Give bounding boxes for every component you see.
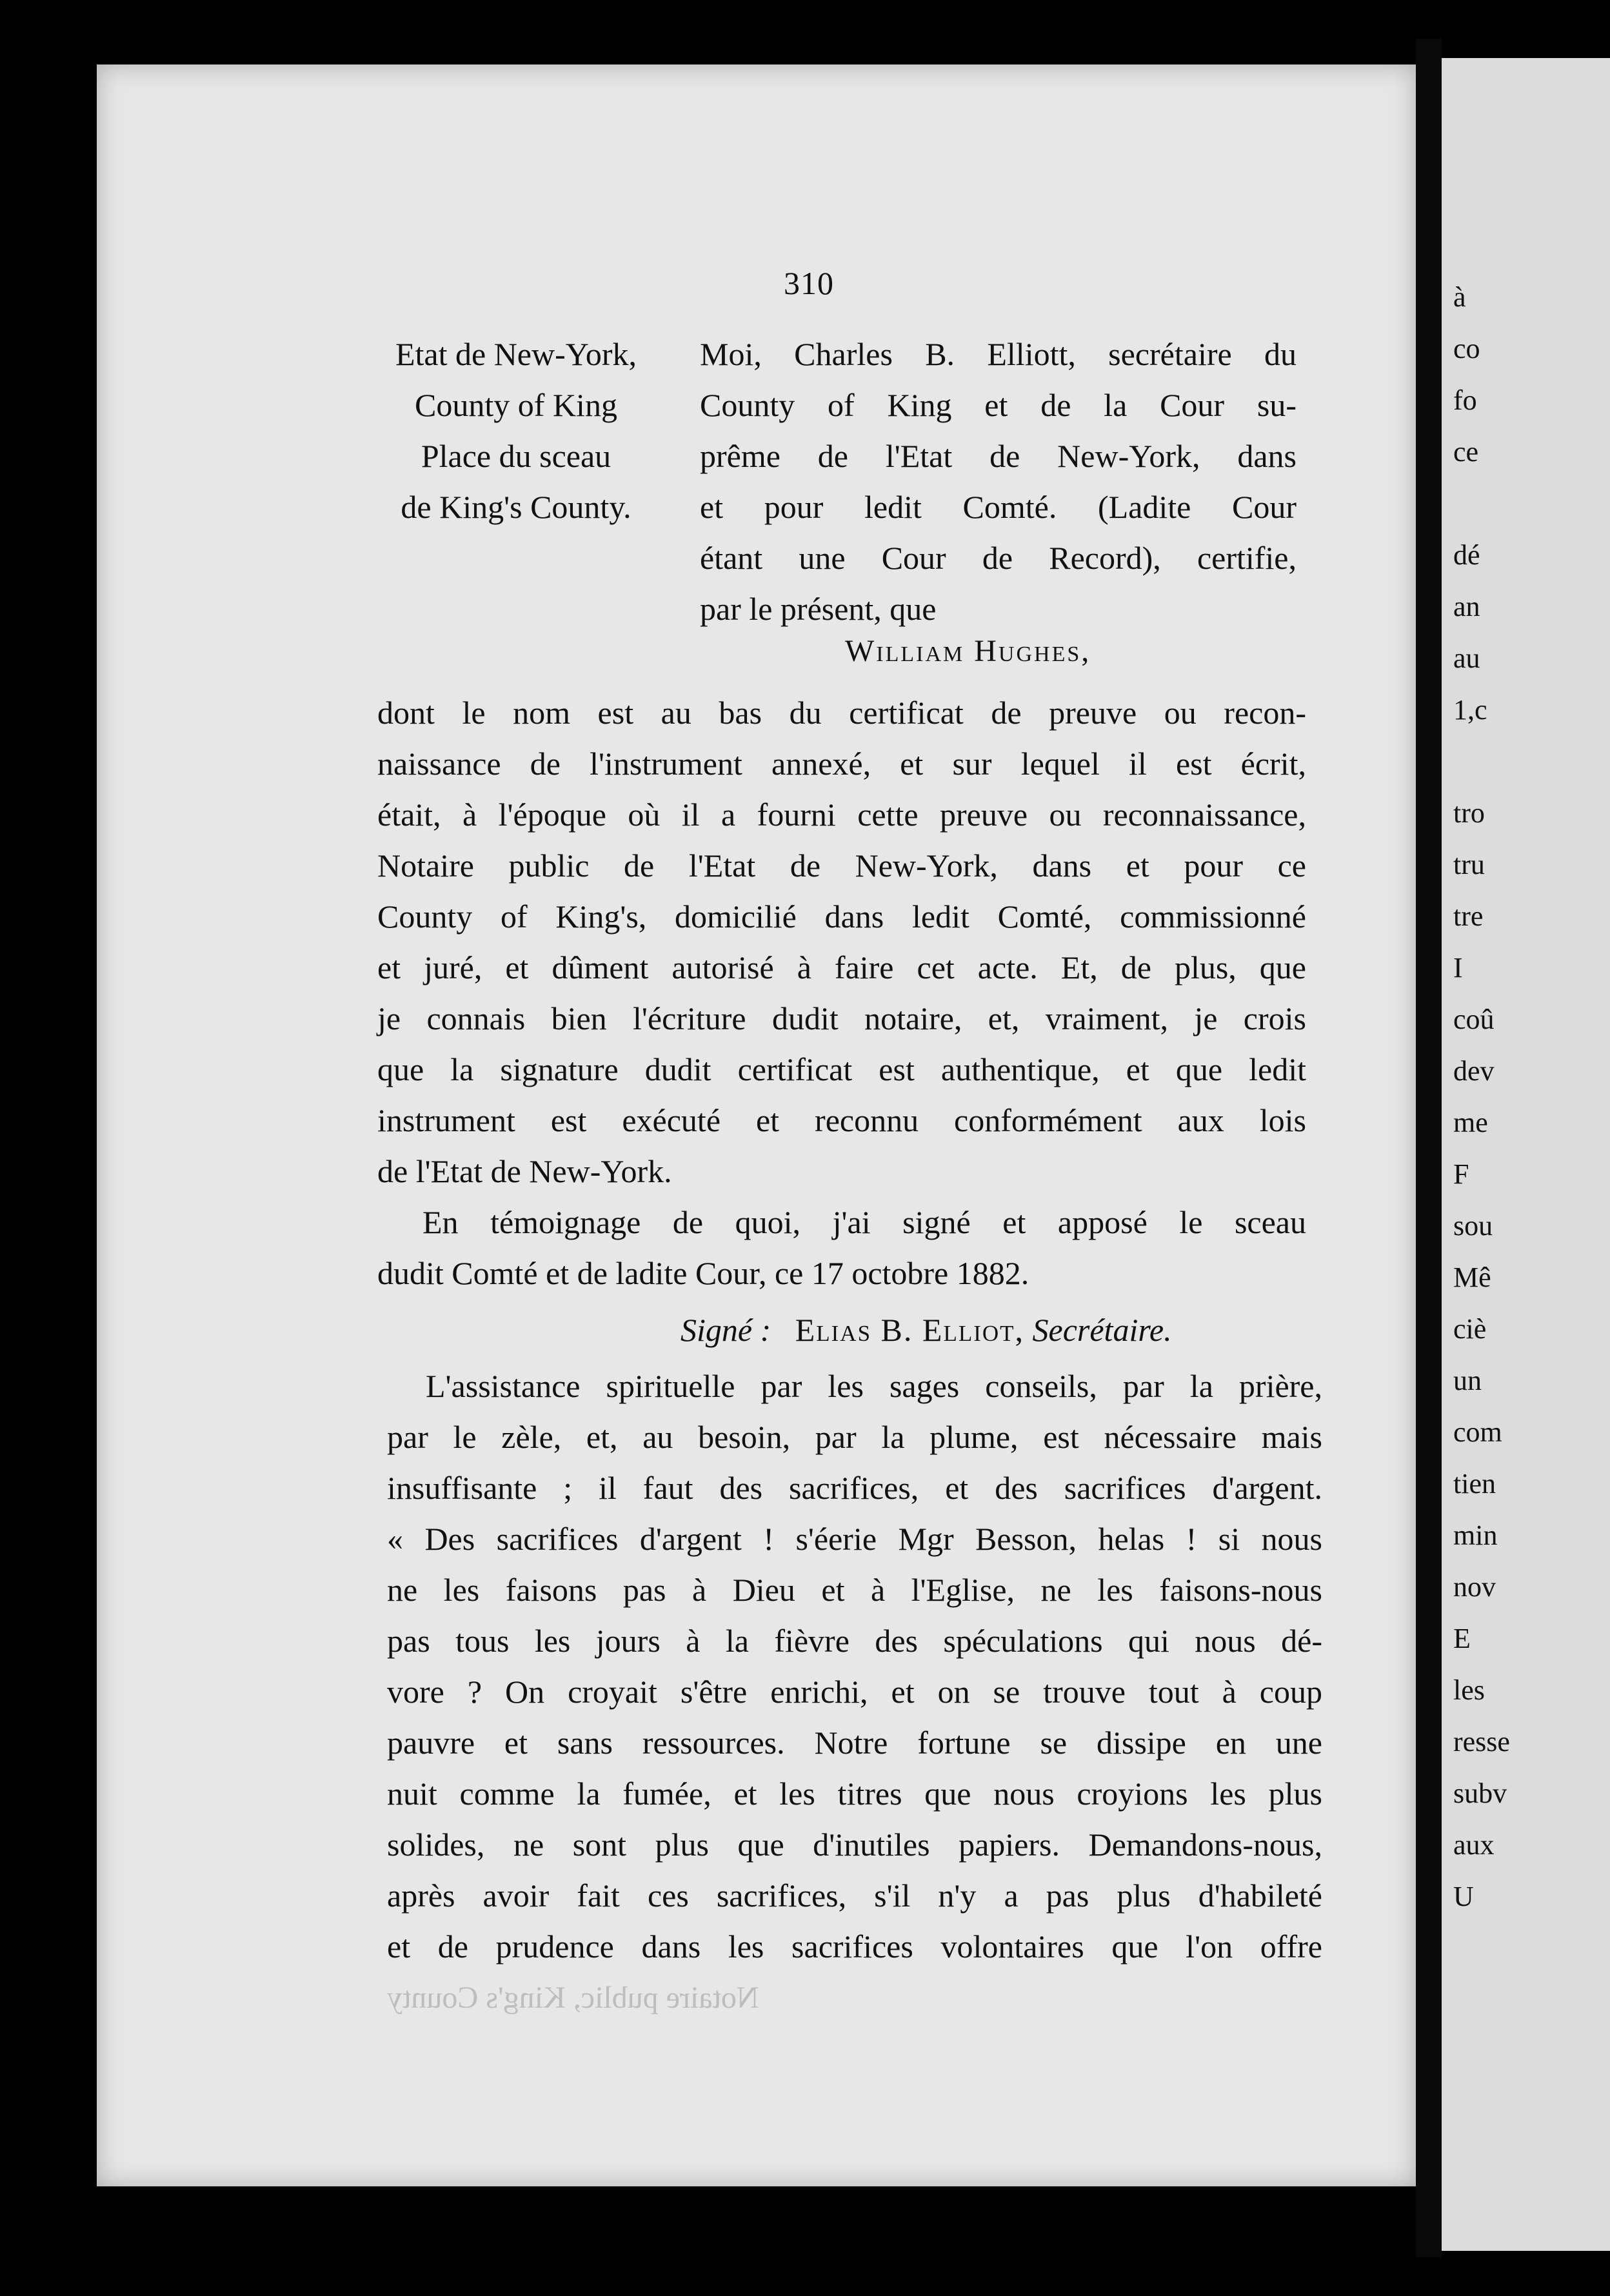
certificate-body (377, 688, 1306, 1299)
essay-paragraph (387, 1361, 1322, 1972)
bleed-through-text: Notaire public, King's County (387, 1981, 759, 2015)
facing-fragment: resse (1453, 1726, 1510, 1757)
facing-fragment: tre (1453, 900, 1484, 932)
facing-fragment: dev (1453, 1055, 1495, 1087)
facing-fragment: sou (1453, 1210, 1493, 1242)
facing-fragment: à (1453, 281, 1466, 313)
facing-fragment: subv (1453, 1777, 1507, 1809)
text-line: nuit comme la fumée, et les titres que nous croyions les plus (387, 1776, 1322, 1812)
facing-page (1442, 58, 1610, 2251)
text-line: « Des sacrifices d'argent ! s'éerie Mgr Besson, helas ! si nous (387, 1521, 1322, 1557)
signatory-name: Elias B. Elliot, (795, 1312, 1025, 1348)
facing-fragment: tro (1453, 797, 1485, 829)
signed-label: Signé : (681, 1312, 771, 1348)
facing-fragment: an (1453, 591, 1480, 622)
text-line: pas tous les jours à la fièvre des spéculations qui nous dé- (387, 1623, 1322, 1659)
text-line: naissance de l'instrument annexé, et sur lequel il est écrit, (377, 746, 1306, 782)
text-line: County of King et de la Cour su- (700, 387, 1297, 423)
margin-note (361, 329, 671, 533)
margin-note-line: de King's County. (401, 489, 631, 525)
facing-fragment: les (1453, 1674, 1485, 1706)
facing-fragment: nov (1453, 1571, 1496, 1603)
text-line: par le présent, que (700, 591, 937, 627)
facing-fragment: com (1453, 1416, 1502, 1448)
facing-fragment: tien (1453, 1468, 1496, 1499)
notary-name: William Hughes, (845, 634, 1091, 668)
text-line: que la signature dudit certificat est authentique, et que ledit (377, 1051, 1306, 1087)
signature-line (681, 1311, 1172, 1349)
facing-fragment: U (1453, 1881, 1474, 1912)
facing-fragment: ciè (1453, 1313, 1487, 1345)
text-line: étant une Cour de Record), certifie, (700, 540, 1297, 576)
text-line: et pour ledit Comté. (Ladite Cour (700, 489, 1297, 525)
text-line: et juré, et dûment autorisé à faire cet acte. Et, de plus, que (377, 949, 1306, 985)
facing-fragment: co (1453, 333, 1480, 364)
text-line: solides, ne sont plus que d'inutiles papiers. Demandons-nous, (387, 1826, 1322, 1863)
text-line: de l'Etat de New-York. (377, 1153, 672, 1189)
facing-fragment: fo (1453, 384, 1477, 416)
text-line: instrument est exécuté et reconnu conformément aux lois (377, 1102, 1306, 1138)
text-line: par le zèle, et, au besoin, par la plume, est nécessaire mais (387, 1419, 1322, 1455)
text-line: après avoir fait ces sacrifices, s'il n'y a pas plus d'habileté (387, 1877, 1322, 1914)
text-line: ne les faisons pas à Dieu et à l'Eglise, ne les faisons-nous (387, 1572, 1322, 1608)
certificate-opening (700, 329, 1297, 635)
text-line: Moi, Charles B. Elliott, secrétaire du (700, 336, 1297, 372)
signatory-title: Secrétaire. (1032, 1312, 1172, 1348)
facing-fragment: dé (1453, 539, 1480, 571)
text-line: dont le nom est au bas du certificat de preuve ou recon- (377, 695, 1306, 731)
text-line: dudit Comté et de ladite Cour, ce 17 octobre 1882. (377, 1255, 1029, 1291)
text-line: vore ? On croyait s'être enrichi, et on se trouve tout à coup (387, 1674, 1322, 1710)
facing-fragment: 1,c (1453, 694, 1487, 726)
text-line: insuffisante ; il faut des sacrifices, et des sacrifices d'argent. (387, 1470, 1322, 1506)
facing-fragment: I (1453, 952, 1463, 984)
text-line: je connais bien l'écriture dudit notaire, et, vraiment, je crois (377, 1000, 1306, 1036)
facing-fragment: tru (1453, 849, 1485, 880)
facing-fragment: ce (1453, 436, 1479, 468)
margin-note-line: Etat de New-York, (395, 336, 637, 372)
text-line: et de prudence dans les sacrifices volontaires que l'on offre (387, 1928, 1322, 1964)
facing-fragment: un (1453, 1365, 1482, 1396)
facing-fragment: aux (1453, 1829, 1495, 1861)
facing-fragment: coû (1453, 1004, 1495, 1035)
text-line: County of King's, domicilié dans ledit Comté, commissionné (377, 898, 1306, 935)
margin-note-line: County of King (415, 387, 617, 423)
text-line: pauvre et sans ressources. Notre fortune se dissipe en une (387, 1725, 1322, 1761)
text-line: était, à l'époque où il a fourni cette preuve ou reconnaissance, (377, 797, 1306, 833)
facing-fragment: min (1453, 1519, 1498, 1551)
facing-fragment: F (1453, 1158, 1469, 1190)
facing-fragment: Mê (1453, 1262, 1491, 1293)
text-line: prême de l'Etat de New-York, dans (700, 438, 1297, 474)
facing-fragment: E (1453, 1623, 1471, 1654)
text-line: L'assistance spirituelle par les sages conseils, par la prière, (426, 1368, 1322, 1404)
facing-fragment: au (1453, 642, 1480, 674)
text-line: En témoignage de quoi, j'ai signé et apposé le sceau (422, 1204, 1306, 1240)
facing-fragment: me (1453, 1107, 1488, 1138)
margin-note-line: Place du sceau (421, 438, 611, 474)
page-number: 310 (784, 265, 834, 301)
text-line: Notaire public de l'Etat de New-York, dans et pour ce (377, 847, 1306, 884)
book-gutter (1416, 39, 1442, 2257)
